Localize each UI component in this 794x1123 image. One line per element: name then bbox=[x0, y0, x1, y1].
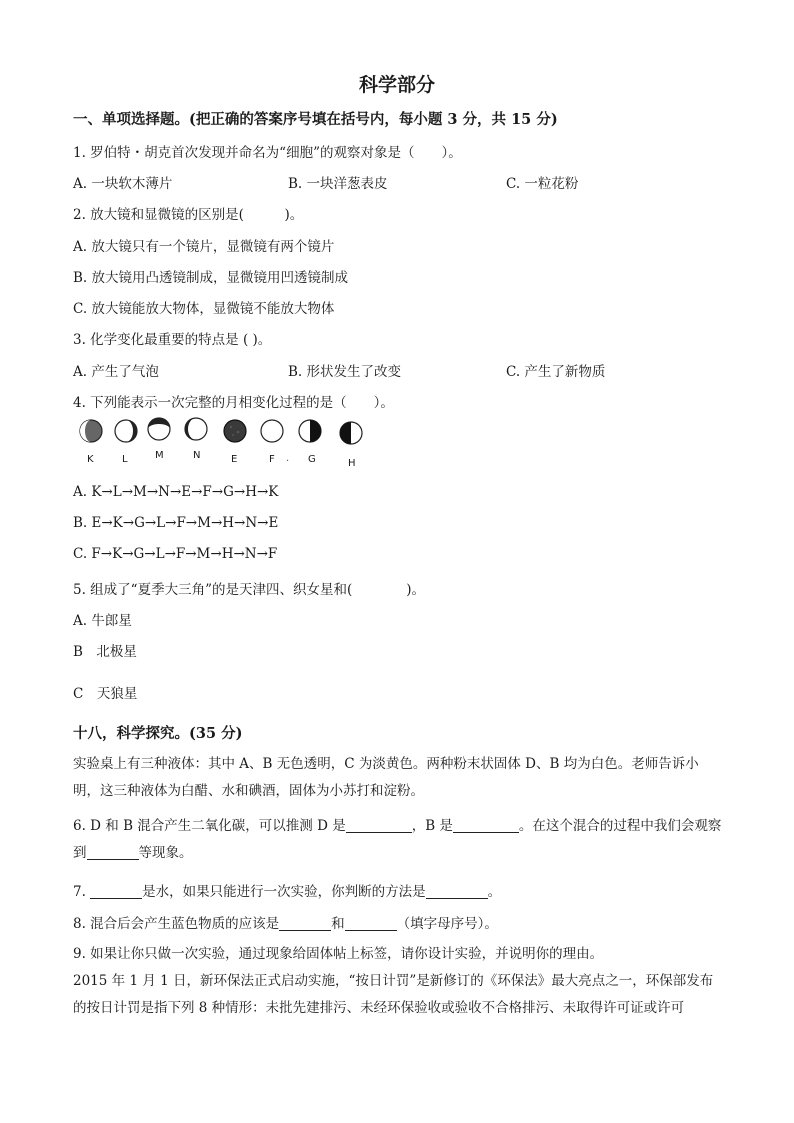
q6-blank-phenomenon[interactable] bbox=[87, 845, 139, 860]
q3-option-c: C. 产生了新物质 bbox=[506, 364, 606, 380]
q6-part1: 6. D 和 B 混合产生二氧化碳，可以推测 D 是 bbox=[73, 818, 346, 834]
q7-blank-water[interactable] bbox=[90, 884, 142, 899]
scan-speck: · bbox=[286, 456, 290, 467]
moon-n-icon bbox=[183, 416, 209, 442]
moon-k-icon bbox=[78, 418, 104, 444]
q5-option-a: A. 牛郎星 bbox=[73, 613, 132, 629]
q4-option-a: A. K→L→M→N→E→F→G→H→K bbox=[73, 484, 279, 500]
q5-stem: 5. 组成了“夏季大三角”的是天津四、织女星和( )。 bbox=[73, 582, 426, 598]
moon-f-label: F bbox=[269, 454, 275, 465]
section2-heading: 十八，科学探究。(35 分) bbox=[73, 725, 243, 742]
q7-part3: 。 bbox=[487, 884, 502, 900]
moon-n-label: N bbox=[193, 450, 201, 461]
q7-text bbox=[73, 880, 501, 900]
moon-h-label: H bbox=[348, 458, 356, 469]
q5-option-b: B 北极星 bbox=[73, 644, 137, 660]
q4-option-b: B. E→K→G→L→F→M→H→N→E bbox=[73, 515, 279, 531]
q6-part2: ，B 是 bbox=[411, 818, 453, 834]
moon-l-label: L bbox=[122, 454, 128, 465]
q4-stem: 4. 下列能表示一次完整的月相变化过程的是（ ）。 bbox=[73, 395, 394, 411]
q6-blank-d[interactable] bbox=[346, 818, 412, 833]
q3-stem: 3. 化学变化最重要的特点是 ( )。 bbox=[73, 332, 272, 348]
q6-blank-b[interactable] bbox=[453, 818, 519, 833]
q6-text bbox=[73, 813, 725, 867]
moon-m-label: M bbox=[155, 450, 164, 461]
q1-option-a: A. 一块软木薄片 bbox=[73, 176, 173, 192]
moon-e-icon bbox=[222, 418, 248, 444]
moon-f-icon bbox=[259, 418, 285, 444]
q1-option-b: B. 一块洋葱表皮 bbox=[288, 176, 388, 192]
q4-option-c: C. F→K→G→L→F→M→H→N→F bbox=[73, 546, 278, 562]
moon-k-label: K bbox=[87, 454, 94, 465]
q8-part3: （填字母序号）。 bbox=[396, 916, 498, 932]
moon-l-icon bbox=[113, 418, 139, 444]
q9-text: 9. 如果让你只做一次实验，通过现象给固体帖上标签，请你设计实验，并说明你的理由。 bbox=[73, 946, 604, 962]
moon-e-label: E bbox=[231, 454, 238, 465]
moon-phase-figure bbox=[76, 418, 376, 468]
q8-text bbox=[73, 912, 498, 932]
moon-g-icon bbox=[297, 418, 323, 444]
section1-heading: 一、单项选择题。(把正确的答案序号填在括号内，每小题 3 分，共 15 分) bbox=[73, 111, 558, 128]
q3-option-b: B. 形状发生了改变 bbox=[288, 364, 402, 380]
q2-option-c: C. 放大镜能放大物体，显微镜不能放大物体 bbox=[73, 301, 335, 317]
q2-option-b: B. 放大镜用凸透镜制成，显微镜用凹透镜制成 bbox=[73, 270, 349, 286]
q1-stem: 1. 罗伯特・胡克首次发现并命名为“细胞”的观察对象是（ ）。 bbox=[73, 145, 462, 161]
q8-part1: 8. 混合后会产生蓝色物质的应该是 bbox=[73, 916, 280, 932]
moon-h-icon bbox=[338, 420, 364, 446]
environment-passage: 2015 年 1 月 1 日，新环保法正式启动实施，“按日计罚”是新修订的《环保法》最大亮点之一，环保部发布的按日计罚是指下列 8 种情形：未批先建排污、未经环保验收或验收不合格排污、未取得许可证或许可 bbox=[73, 973, 714, 1016]
q6-part3: 。在这个混合的过程中我们会观察到 bbox=[73, 818, 722, 861]
q3-option-a: A. 产生了气泡 bbox=[73, 364, 159, 380]
moon-m-icon bbox=[146, 416, 172, 442]
q2-option-a: A. 放大镜只有一个镜片，显微镜有两个镜片 bbox=[73, 239, 335, 255]
q8-part2: 和 bbox=[331, 916, 345, 932]
q7-part2: 是水，如果只能进行一次实验，你判断的方法是 bbox=[142, 884, 426, 900]
q1-option-c: C. 一粒花粉 bbox=[506, 176, 579, 192]
q7-blank-method[interactable] bbox=[426, 884, 488, 899]
page-title: 科学部分 bbox=[358, 74, 435, 96]
q7-part1: 7. bbox=[73, 884, 91, 900]
section2-intro: 实验桌上有三种液体：其中 A、B 无色透明，C 为淡黄色。两种粉末状固体 D、B 均为白色。老师告诉小明，这三种液体为白醋、水和碘酒，固体为小苏打和淀粉。 bbox=[73, 756, 699, 799]
q2-stem: 2. 放大镜和显微镜的区别是( )。 bbox=[73, 207, 304, 223]
q5-option-c: C 天狼星 bbox=[73, 686, 138, 702]
q8-blank-1[interactable] bbox=[279, 916, 331, 931]
q8-blank-2[interactable] bbox=[345, 916, 397, 931]
q6-part4: 等现象。 bbox=[138, 845, 193, 861]
moon-g-label: G bbox=[308, 454, 316, 465]
